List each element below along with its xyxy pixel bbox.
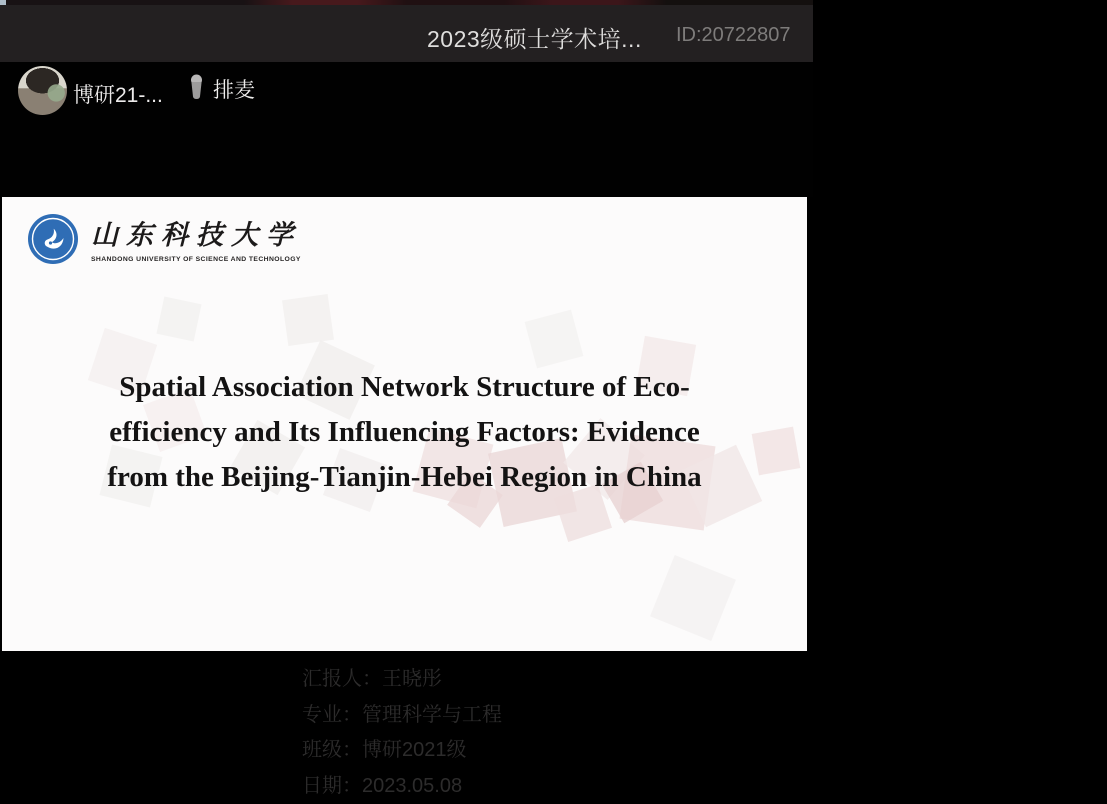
meeting-title-bar — [0, 5, 813, 62]
university-name-en: SHANDONG UNIVERSITY OF SCIENCE AND TECHNOLOGY — [91, 256, 301, 263]
queue-mic-button[interactable] — [188, 74, 255, 104]
slide-title-line-3: from the Beijing-Tianjin-Hebei Region in China — [2, 455, 807, 500]
participant-name: 博研21-... — [73, 79, 163, 109]
slide-title — [2, 365, 807, 500]
presenter-line: 汇报人：王晓彤 — [302, 662, 1107, 698]
participant-avatar[interactable] — [18, 66, 67, 115]
confetti-square — [282, 294, 334, 346]
university-logo-text — [91, 213, 301, 263]
meeting-title: 2023级硕士学术培... — [427, 21, 642, 54]
slide-title-line-2: efficiency and Its Influencing Factors: Evidence — [2, 410, 807, 455]
confetti-square — [156, 296, 201, 341]
video-stage — [0, 62, 813, 197]
slide-title-line-1: Spatial Association Network Structure of Eco- — [2, 365, 807, 410]
university-emblem-icon — [27, 213, 79, 265]
confetti-square — [650, 555, 736, 641]
date-line: 日期：2023.05.08 — [302, 769, 1107, 804]
meeting-id: ID:20722807 — [676, 24, 791, 47]
mic-icon — [188, 74, 205, 104]
presenter-info — [302, 662, 1107, 804]
confetti-square — [525, 310, 584, 369]
university-name-cn: 山东科技大学 — [91, 213, 301, 252]
queue-mic-label: 排麦 — [213, 74, 255, 104]
presentation-slide — [2, 197, 807, 651]
class-line: 班级：博研2021级 — [302, 733, 1107, 769]
university-logo — [27, 213, 832, 265]
major-line: 专业：管理科学与工程 — [302, 698, 1107, 734]
